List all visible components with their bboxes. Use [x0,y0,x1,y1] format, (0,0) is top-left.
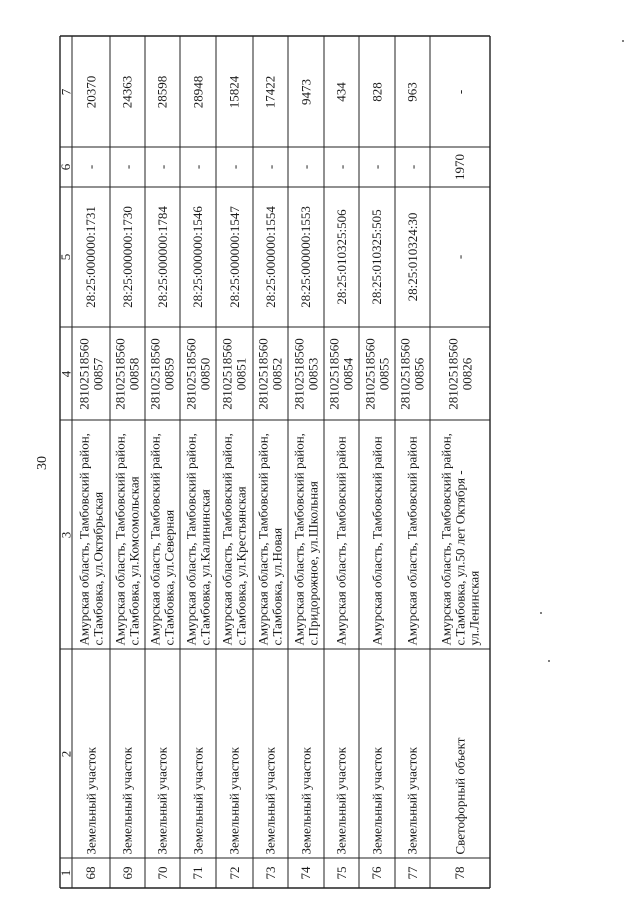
row-78-year-line: 1970 [452,154,467,180]
row-69-cadastral-line: 28:25:000000:1730 [119,206,135,308]
row-69-address [114,424,142,645]
row-73-name-cell [253,649,288,858]
row-71-no [191,862,205,884]
row-68-cadastral [84,191,98,323]
row-76-address [370,424,384,645]
row-75-no [335,862,349,884]
row-69-year-cell [110,147,145,187]
row-75-area-line: 434 [333,81,349,102]
row-72-address-line: с.Тамбовка, ул.Крестьянская [233,485,249,645]
row-76-reg [363,331,391,416]
row-72-area-line: 15824 [226,75,242,108]
row-68-cadastral-line: 28:25:000000:1731 [83,206,98,308]
row-75-reg-line: 00854 [340,357,356,390]
row-71-address-line: с.Тамбовка, ул.Калининская [197,488,212,645]
row-70-no-cell [145,858,180,888]
page-number [36,453,50,473]
row-78-address-line: с.Тамбовка, ул.50 лет Октября - [452,469,467,645]
row-71-cadastral [191,191,205,323]
row-69-year [121,151,135,183]
row-76-no-line: 76 [369,866,384,880]
header-3-line: 3 [58,531,73,538]
row-77-area [406,40,420,143]
row-68-address-line: с.Тамбовка, ул.Октябрьская [90,491,105,645]
row-68-cadastral-cell [72,187,110,327]
row-73-address-cell [253,420,288,649]
row-68-reg-cell [72,327,110,420]
row-71-year [191,151,205,183]
row-77-cadastral [406,191,420,323]
row-68-reg [77,331,105,416]
row-68-area-line: 20370 [83,75,98,108]
row-78-area [453,40,467,143]
row-71-address [184,424,212,645]
row-74-reg-line: 28102518560 [291,337,306,410]
row-71-reg-cell [180,327,216,420]
row-71-year-cell [180,147,216,187]
row-73-reg-line: 28102518560 [255,337,271,410]
row-76-reg-line: 00855 [376,357,391,390]
row-68-name [84,653,98,854]
row-73-cadastral [264,191,278,323]
row-72-year [228,151,242,183]
row-76-area [370,40,384,143]
row-75-cadastral [335,191,349,323]
header-5 [59,191,73,323]
row-76-name-cell [359,649,395,858]
header-1-cell [60,858,72,888]
row-73-area-cell [253,36,288,147]
row-77-no-line: 77 [404,866,420,880]
row-69-name-cell [110,649,145,858]
row-72-reg-cell [216,327,253,420]
row-70-address-cell [145,420,180,649]
row-78-no-line: 78 [452,866,467,880]
row-78-reg [446,331,474,416]
row-78-reg-cell [430,327,490,420]
row-76-reg-cell [359,327,395,420]
row-71-area [191,40,205,143]
row-70-cadastral-cell [145,187,180,327]
row-70-year-cell [145,147,180,187]
row-74-year-line: - [298,164,313,170]
row-76-area-cell [359,36,395,147]
row-68-reg-line: 28102518560 [76,337,91,410]
row-69-reg [114,331,142,416]
row-69-cadastral-cell [110,187,145,327]
row-78-cadastral-line: - [452,254,467,260]
row-75-cadastral-cell [324,187,359,327]
row-72-cadastral-cell [216,187,253,327]
row-72-name-line: Земельный участок [226,746,242,854]
row-71-name-line: Земельный участок [190,746,205,854]
row-73-name-line: Земельный участок [262,746,278,854]
row-76-name-line: Земельный участок [369,746,384,854]
row-76-address-line: Амурская область, Тамбовский район [369,435,384,645]
row-74-year [299,151,313,183]
row-68-area [84,40,98,143]
row-73-no-line: 73 [262,866,278,880]
header-5-cell [60,187,72,327]
row-69-no-line: 69 [119,866,135,880]
header-4-cell [60,327,72,420]
row-71-no-line: 71 [190,866,205,880]
row-68-reg-line: 00857 [90,357,105,390]
row-71-area-line: 28948 [190,75,205,108]
row-76-year-line: - [369,164,384,170]
row-76-reg-line: 28102518560 [362,337,377,410]
row-77-reg-cell [395,327,430,420]
scan-speck [540,612,542,614]
row-75-name-cell [324,649,359,858]
row-70-area [156,40,170,143]
row-77-name-line: Земельный участок [404,746,420,854]
header-6 [59,151,73,183]
row-76-name [370,653,384,854]
header-3 [59,424,73,645]
row-75-year-line: - [333,164,349,170]
row-74-name-line: Земельный участок [298,746,313,854]
row-78-address-cell [430,420,490,649]
row-70-name [156,653,170,854]
row-77-year [406,151,420,183]
row-77-address [406,424,420,645]
row-71-address-line: Амурская область, Тамбовский район, [183,432,198,645]
row-74-area-cell [288,36,324,147]
header-4-line: 4 [58,370,73,377]
page-number-text: 30 [35,456,50,470]
row-71-area-cell [180,36,216,147]
header-7-line: 7 [58,88,73,95]
row-71-no-cell [180,858,216,888]
row-77-cadastral-cell [395,187,430,327]
row-68-no [84,862,98,884]
row-69-no-cell [110,858,145,888]
row-77-no [406,862,420,884]
row-68-name-line: Земельный участок [83,746,98,854]
row-72-reg-line: 28102518560 [219,337,235,410]
row-74-area-line: 9473 [298,78,313,105]
scan-speck [548,660,550,662]
row-78-cadastral-cell [430,187,490,327]
row-73-reg-cell [253,327,288,420]
row-70-year-line: - [154,164,170,170]
row-72-year-cell [216,147,253,187]
row-74-cadastral [299,191,313,323]
row-74-name-cell [288,649,324,858]
row-71-address-cell [180,420,216,649]
row-74-address-line: с.Придорожное, ул.Школьная [305,480,320,645]
row-78-address-line: Амурская область, Тамбовский район, [438,432,453,645]
row-70-no-line: 70 [154,866,170,880]
row-68-year-cell [72,147,110,187]
header-2 [59,653,73,854]
row-77-reg [399,331,427,416]
scan-speck [622,40,624,42]
row-70-cadastral [156,191,170,323]
row-77-name-cell [395,649,430,858]
row-72-cadastral [228,191,242,323]
row-75-year-cell [324,147,359,187]
row-73-year-line: - [262,164,278,170]
row-74-year-cell [288,147,324,187]
row-77-year-cell [395,147,430,187]
row-68-address [77,424,105,645]
row-72-no-cell [216,858,253,888]
row-69-address-line: с.Тамбовка, ул.Комсомольская [126,475,142,645]
row-71-name [191,653,205,854]
row-72-address [221,424,249,645]
row-73-cadastral-line: 28:25:000000:1554 [262,206,278,308]
row-77-reg-line: 00856 [411,357,427,390]
row-75-area [335,40,349,143]
row-68-address-cell [72,420,110,649]
row-72-name-cell [216,649,253,858]
row-69-area [121,40,135,143]
row-74-no-line: 74 [298,866,313,880]
row-76-cadastral-cell [359,187,395,327]
header-4 [59,331,73,416]
row-74-cadastral-cell [288,187,324,327]
row-74-address [292,424,320,645]
row-68-area-cell [72,36,110,147]
row-73-year-cell [253,147,288,187]
row-68-address-line: Амурская область, Тамбовский район, [76,432,91,645]
row-75-address-line: Амурская область, Тамбовский район [333,435,349,645]
row-70-address-line: с.Тамбовка, ул.Северная [161,509,177,645]
row-76-area-line: 828 [369,81,384,102]
row-76-year-cell [359,147,395,187]
row-76-year [370,151,384,183]
row-70-reg-cell [145,327,180,420]
row-68-year [84,151,98,183]
row-71-name-cell [180,649,216,858]
row-69-name [121,653,135,854]
row-78-reg-line: 28102518560 [445,337,460,410]
row-74-address-line: Амурская область, Тамбовский район, [291,432,306,645]
row-72-name [228,653,242,854]
row-73-no-cell [253,858,288,888]
row-73-address-line: с.Тамбовка, ул.Новая [269,527,285,645]
row-69-area-cell [110,36,145,147]
row-78-area-cell [430,36,490,147]
row-75-no-line: 75 [333,866,349,880]
row-69-cadastral [121,191,135,323]
row-69-reg-cell [110,327,145,420]
row-78-name [453,653,467,854]
row-77-area-cell [395,36,430,147]
row-78-reg-line: 00826 [459,357,474,390]
row-72-address-cell [216,420,253,649]
row-74-reg [292,331,320,416]
row-76-address-cell [359,420,395,649]
row-75-no-cell [324,858,359,888]
row-73-address-line: Амурская область, Тамбовский район, [255,432,271,645]
row-70-name-line: Земельный участок [154,746,170,854]
row-77-area-line: 963 [404,81,420,102]
row-78-area-line: - [452,89,467,94]
row-76-cadastral-line: 28:25:010325:505 [369,209,384,305]
row-70-year [156,151,170,183]
register-table [60,36,490,888]
row-77-address-cell [395,420,430,649]
row-75-name [335,653,349,854]
row-72-no-line: 72 [226,866,242,880]
row-73-area-line: 17422 [262,75,278,108]
row-78-cadastral [453,191,467,323]
row-77-address-line: Амурская область, Тамбовский район [404,435,420,645]
row-70-area-cell [145,36,180,147]
row-75-reg-cell [324,327,359,420]
row-72-area [228,40,242,143]
row-69-reg-line: 28102518560 [112,337,128,410]
row-69-name-line: Земельный участок [119,746,135,854]
row-68-name-cell [72,649,110,858]
row-74-area [299,40,313,143]
header-1 [59,862,73,884]
row-70-cadastral-line: 28:25:000000:1784 [154,206,170,308]
row-68-no-line: 68 [83,866,98,880]
row-78-year-cell [430,147,490,187]
row-78-name-line: Светофорный объект [452,737,467,854]
header-2-line: 2 [58,750,73,757]
row-72-address-line: Амурская область, Тамбовский район, [219,432,235,645]
row-73-name [264,653,278,854]
header-1-line: 1 [58,869,73,877]
row-71-reg-line: 28102518560 [183,337,198,410]
row-70-name-cell [145,649,180,858]
row-73-reg-line: 00852 [269,357,285,390]
row-77-reg-line: 28102518560 [397,337,413,410]
row-76-cadastral [370,191,384,323]
row-72-cadastral-line: 28:25:000000:1547 [226,206,242,308]
row-74-cadastral-line: 28:25:000000:1553 [298,206,313,308]
row-74-reg-line: 00853 [305,357,320,390]
row-78-address [439,424,481,645]
row-72-no [228,862,242,884]
row-73-year [264,151,278,183]
row-78-address-line: ул.Ленинская [466,570,481,645]
row-72-year-line: - [226,164,242,170]
row-71-year-line: - [190,164,205,170]
header-7-cell [60,36,72,147]
row-70-address [149,424,177,645]
row-75-year [335,151,349,183]
row-72-reg-line: 00851 [233,357,249,390]
row-74-address-cell [288,420,324,649]
row-72-reg [221,331,249,416]
row-70-no [156,862,170,884]
row-75-reg [328,331,356,416]
row-76-no [370,862,384,884]
row-70-reg-line: 00859 [161,357,177,390]
row-78-name-cell [430,649,490,858]
row-70-reg [149,331,177,416]
row-70-reg-line: 28102518560 [147,337,163,410]
row-75-reg-line: 28102518560 [326,337,342,410]
row-72-area-cell [216,36,253,147]
header-7 [59,40,73,143]
row-68-no-cell [72,858,110,888]
row-73-reg [257,331,285,416]
header-3-cell [60,420,72,649]
row-74-no [299,862,313,884]
row-73-address [257,424,285,645]
row-69-area-line: 24363 [119,75,135,108]
header-6-line: 6 [58,163,73,171]
row-77-name [406,653,420,854]
row-75-address-cell [324,420,359,649]
row-68-year-line: - [83,164,98,170]
row-74-reg-cell [288,327,324,420]
row-74-name [299,653,313,854]
row-73-cadastral-cell [253,187,288,327]
row-69-no [121,862,135,884]
row-75-area-cell [324,36,359,147]
row-70-area-line: 28598 [154,75,170,108]
row-77-cadastral-line: 28:25:010324:30 [404,212,420,302]
row-74-no-cell [288,858,324,888]
row-71-reg [184,331,212,416]
row-75-name-line: Земельный участок [333,746,349,854]
header-2-cell [60,649,72,858]
row-71-cadastral-cell [180,187,216,327]
row-69-address-line: Амурская область, Тамбовский район, [112,432,128,645]
row-77-year-line: - [404,164,420,170]
row-69-address-cell [110,420,145,649]
row-71-cadastral-line: 28:25:000000:1546 [190,206,205,308]
row-71-reg-line: 00850 [197,357,212,390]
row-78-year [453,151,467,183]
row-70-address-line: Амурская область, Тамбовский район, [147,432,163,645]
row-76-no-cell [359,858,395,888]
row-75-address [335,424,349,645]
row-69-year-line: - [119,164,135,170]
row-78-no [453,862,467,884]
row-77-no-cell [395,858,430,888]
row-78-no-cell [430,858,490,888]
row-73-area [264,40,278,143]
header-5-line: 5 [58,253,73,261]
row-69-reg-line: 00858 [126,357,142,390]
row-73-no [264,862,278,884]
row-75-cadastral-line: 28:25:010325:506 [333,209,349,305]
header-6-cell [60,147,72,187]
